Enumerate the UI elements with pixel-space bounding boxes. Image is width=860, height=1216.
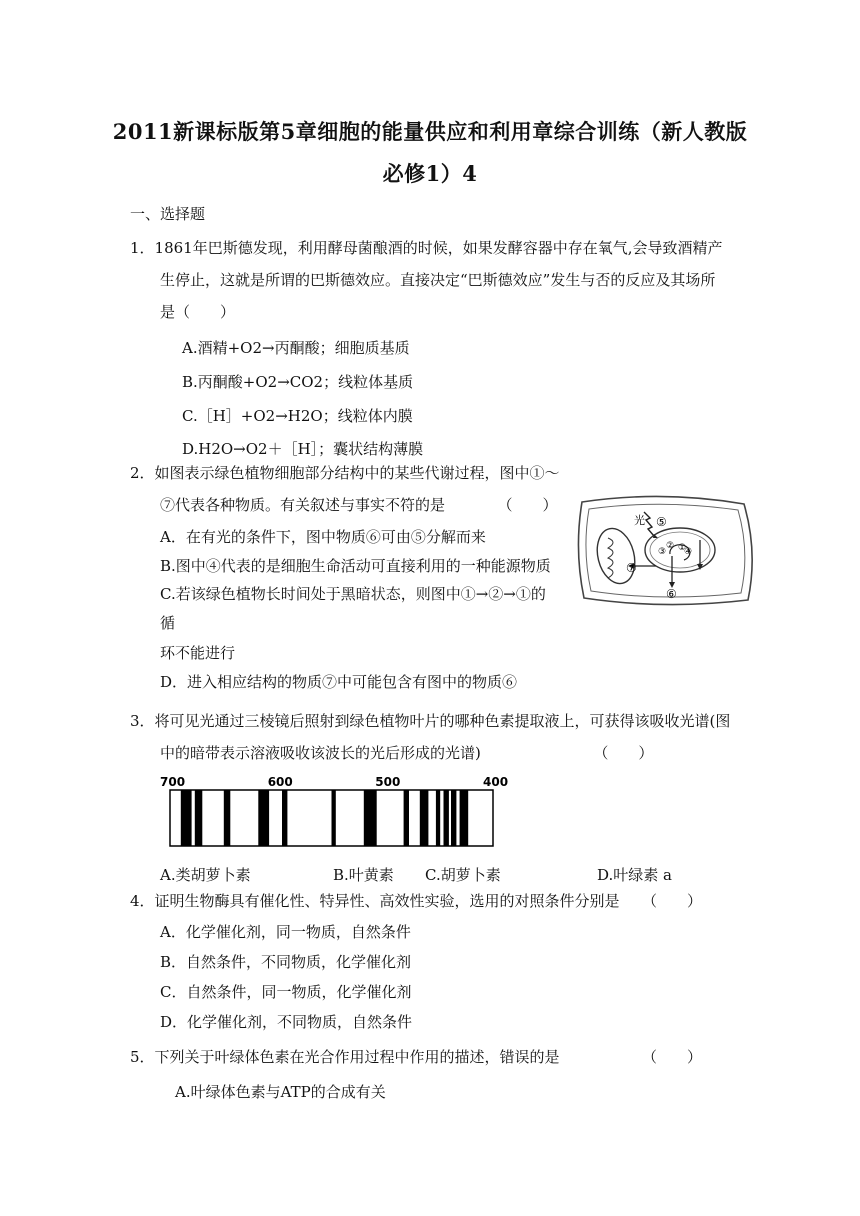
section-heading: 一、选择题 (130, 205, 206, 223)
label-6: ⑥ (666, 587, 677, 601)
q1-option-b: B.丙酮酸+O2→CO2；线粒体基质 (182, 373, 414, 391)
q1-stem-line2: 生停止，这就是所谓的巴斯德效应。直接决定“巴斯德效应”发生与否的反应及其场所 (160, 271, 716, 289)
dark-band-1 (181, 790, 192, 846)
q2-option-b: B.图中④代表的是细胞生命活动可直接利用的一种能源物质 (160, 557, 551, 575)
q1-option-a: A.酒精+O2→丙酮酸；细胞质基质 (182, 339, 410, 357)
q5-stem: 5．下列关于叶绿体色素在光合作用过程中作用的描述，错误的是 （ ） (130, 1048, 703, 1066)
mitochondrion-cristae (608, 538, 613, 578)
q2-stem-line2: ⑦代表各种物质。有关叙述与事实不符的是 （ ） (160, 496, 558, 514)
q2-option-a: A．在有光的条件下，图中物质⑥可由⑤分解而来 (160, 528, 486, 546)
doc-title-line1: 2011新课标版第5章细胞的能量供应和利用章综合训练（新人教版 (112, 119, 748, 144)
dark-band-5 (282, 790, 287, 846)
dark-band-2 (195, 790, 203, 846)
dark-band-3 (224, 790, 231, 846)
q3-option-a: A.类胡萝卜素 (160, 866, 251, 884)
tick-label-700: 700 (160, 775, 186, 789)
q3-option-b: B.叶黄素 (333, 866, 394, 884)
q4-option-b: B．自然条件，不同物质，化学催化剂 (160, 953, 412, 971)
q1-stem-line3: 是（ ） (160, 303, 236, 321)
tick-label-500: 500 (375, 775, 401, 789)
q2-option-c-line2: 循 (160, 614, 176, 632)
q5-option-a: A.叶绿体色素与ATP的合成有关 (175, 1083, 386, 1101)
mitochondrion (592, 524, 640, 587)
tick-label-400: 400 (483, 775, 509, 789)
dark-band-4 (258, 790, 269, 846)
q2-option-c-line3: 环不能进行 (160, 644, 236, 662)
absorption-spectrum (158, 772, 538, 848)
label-5: ⑤ (656, 515, 667, 529)
cell-metabolism-diagram (572, 490, 760, 610)
dark-band-11 (444, 790, 449, 846)
q2-option-c-line1: C.若该绿色植物长时间处于黑暗状态，则图中①→②→①的 (160, 585, 546, 603)
light-label: 光 (634, 514, 645, 527)
q3-stem-line1: 3．将可见光通过三棱镜后照射到绿色植物叶片的哪种色素提取液上，可获得该吸收光谱(图 (130, 712, 731, 730)
q2-option-d: D．进入相应结构的物质⑦中可能包含有图中的物质⑥ (160, 673, 518, 691)
dark-band-13 (460, 790, 469, 846)
q4-stem: 4．证明生物酶具有催化性、特异性、高效性实验，选用的对照条件分别是 （ ） (130, 892, 703, 910)
label-1: ① (678, 543, 687, 553)
q1-stem-line1: 1．1861年巴斯德发现，利用酵母菌酿酒的时候，如果发酵容器中存在氧气,会导致酒精产 (130, 239, 723, 257)
q3-option-c: C.胡萝卜素 (425, 866, 501, 884)
label-4: ④ (684, 547, 693, 557)
dark-band-8 (404, 790, 409, 846)
q1-option-c: C.［H］+O2→H2O；线粒体内膜 (182, 407, 413, 425)
dark-band-6 (332, 790, 336, 846)
label-3: ③ (658, 547, 667, 557)
q3-stem-line2: 中的暗带表示溶液吸收该波长的光后形成的光谱) （ ） (160, 744, 654, 762)
q2-stem-line1: 2．如图表示绿色植物细胞部分结构中的某些代谢过程，图中①～ (130, 464, 560, 482)
q3-option-d: D.叶绿素 a (597, 866, 672, 884)
q4-option-c: C．自然条件，同一物质，化学催化剂 (160, 983, 412, 1001)
q4-option-a: A．化学催化剂，同一物质，自然条件 (160, 923, 411, 941)
dark-band-10 (436, 790, 440, 846)
dark-band-12 (451, 790, 456, 846)
doc-title-line2: 必修1）4 (382, 161, 478, 186)
tick-label-600: 600 (267, 775, 293, 789)
label-7: ⑦ (626, 561, 637, 575)
dark-band-7 (364, 790, 377, 846)
q1-option-d: D.H2O→O2＋［H］；囊状结构薄膜 (182, 440, 424, 458)
light-arrow (644, 512, 654, 536)
dark-band-9 (420, 790, 429, 846)
label-2: ② (666, 541, 675, 551)
q4-option-d: D．化学催化剂，不同物质，自然条件 (160, 1013, 413, 1031)
